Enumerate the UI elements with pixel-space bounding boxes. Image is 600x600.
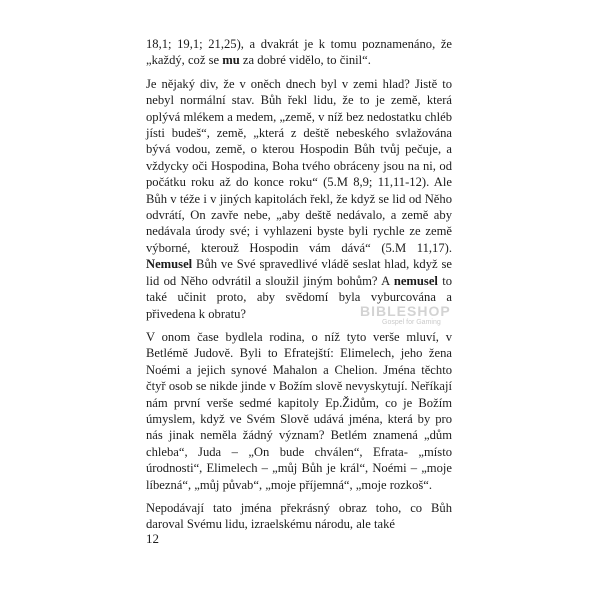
watermark-brand: BIBLESHOP xyxy=(360,303,451,319)
paragraph-2-bold-word-2: nemusel xyxy=(393,273,438,288)
paragraph-4-text: Nepodávají tato jména překrásný obraz toho, co Bůh daroval Svému lidu, izraelskému národu, ale také xyxy=(146,500,452,532)
paragraph-1-text-a: 18,1; 19,1; 21,25), a dvakrát je k tomu poznamenáno, že „každý, což se xyxy=(146,37,452,68)
paragraph-4 xyxy=(146,500,452,533)
paragraph-1 xyxy=(146,36,452,69)
paragraph-3-text: V onom čase bydlela rodina, o níž tyto verše mluví, v Betlémě Judově. Byli to Efratejští: Elimelech, jeho žena Noémi a jejich synové Mahalon a Chelion. Jména těchto čtyř osob se nikde jinde v Božím slově nevyskytují. Neříkají nám první verše sedmé kapitoly Ep.Židům, co je Božím úmyslem, když ve Svém Slově udává jména, která by pro nás jinak neměla žádný význam? Betlém znamená „dům chleba“, Juda – „On bude chválen“, Efrata- „místo úrodnosti“, Elimelech – „můj Bůh je král“, Noémi – „moje líbezná“, „můj půvab“, „moje příjemná“, „moje rozkoš“. xyxy=(146,329,452,492)
paragraph-3 xyxy=(146,329,452,493)
page-body-text xyxy=(146,36,452,540)
paragraph-2-text-c: to také učinit proto, aby svědomí byla vyburcována a přivedena k obratu? xyxy=(146,273,452,321)
paragraph-1-bold-word: mu xyxy=(222,53,240,68)
paragraph-2-text-a: Je nějaký div, že v oněch dnech byl v zemi hlad? Jistě to nebyl normální stav. Bůh řekl lidu, že to je země, která oplývá mlékem a medem, „země, v níž bez nedostatku chléb jísti budeš“, země, „která z deště nebeského svlažována bývá vodou, země, o kterou Hospodin Bůh tvůj pečuje, a vždycky oči Hospodina, Boha tvého obráceny jsou na ni, od počátku roku až do konce roku“ (5.M 8,9; 11,11-12). Ale Bůh v téže i v jiných kapitolách řekl, že když se lid od Něho odvrátí, On zavře nebe, „aby deště nedávalo, a země aby nedávala úrody své; i vyhlazeni byste byli rychle ze země výborné, kterouž Hospodin vám dává“ (5.M 11,17). xyxy=(146,76,452,255)
paragraph-2 xyxy=(146,76,452,322)
paragraph-1-text-b: za dobré vidělo, to činil“. xyxy=(239,53,371,68)
paragraph-2-bold-word-1: Nemusel xyxy=(146,257,193,272)
paragraph-2-text-b: Bůh ve Své spravedlivé vládě seslat hlad, když se lid od Něho odvrátil a sloužil jiným bohům? A xyxy=(146,257,452,288)
page-number: 12 xyxy=(146,531,159,546)
watermark-tagline: Gospel for Gaming xyxy=(382,319,441,326)
